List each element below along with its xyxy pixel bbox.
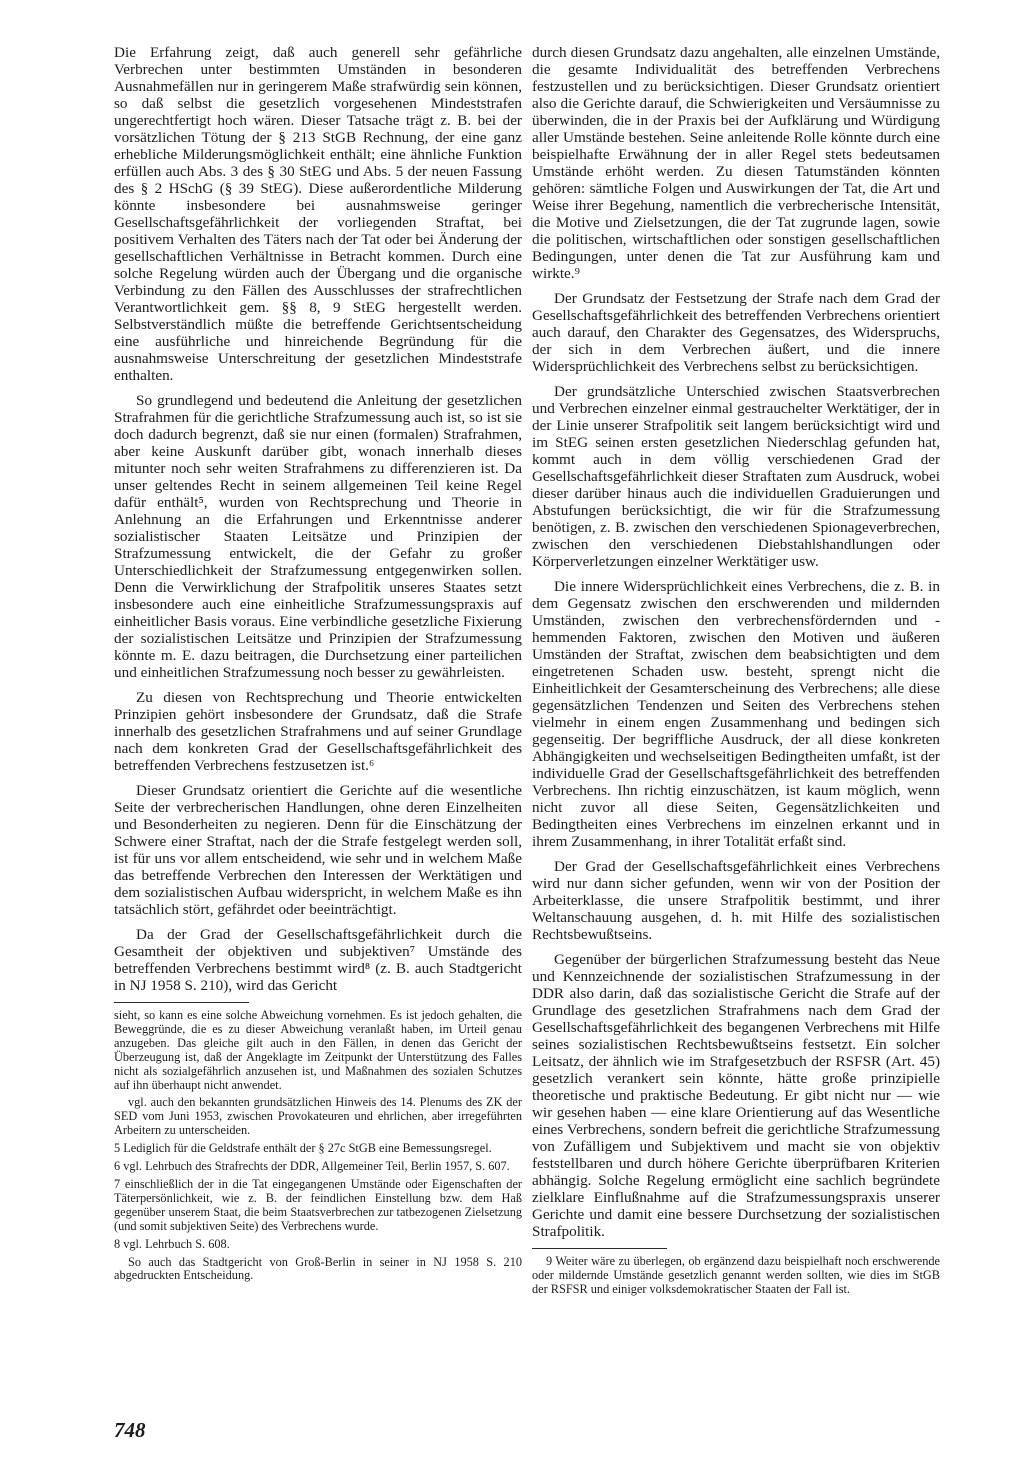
- paragraph: Der Grundsatz der Festsetzung der Strafe nach dem Grad der Gesellschaftsgefährlichkeit des betreffenden Verbrechens orientiert auch darauf, den Charakter des Gegensatzes, des Widerspruchs, der sich in dem Verbrechen äußert, und die innere Widersprüchlichkeit des Verbrechens selbst zu berücksichtigen.: [532, 290, 940, 375]
- paragraph: Die innere Widersprüchlichkeit eines Verbrechens, die z. B. in dem Gegensatz zwischen den erschwerenden und mildernden Umständen, zwischen den verbrechensfördernden und -hemmenden Faktoren, zwischen den Motiven und äußeren Umständen der Straftat, zwischen dem beabsichtigten und dem eingetretenen Schaden usw. besteht, sprengt nicht die Einheitlichkeit der Gesamterscheinung des Verbrechens; alle diese gegensätzlichen Tendenzen und Seiten des Verbrechens stehen vielmehr in einem engen Zusammenhang und bedingen sich gegenseitig. Der begriffliche Ausdruck, der all diese konkreten Abhängigkeiten und wechselseitigen Bedingtheiten umfaßt, ist der individuelle Grad der Gesellschaftsgefährlichkeit des betreffenden Verbrechens. Ihn richtig einzuschätzen, ist kaum möglich, wenn nicht zuvor all diese Seiten, Gegensätzlichkeiten und Bedingtheiten eines Verbrechens im einzelnen erkannt und in ihrem Zusammenhang, in ihrer Totalität erfaßt sind.: [532, 578, 940, 850]
- paragraph: Gegenüber der bürgerlichen Strafzumessung besteht das Neue und Kennzeichnende der sozialistischen Strafzumessung in der DDR also darin, daß das sozialistische Gericht die Strafe auf der Grundlage des gesetzlichen Strafrahmens nach dem Grad der Gesellschaftsgefährlichkeit des begangenen Verbrechens mit Hilfe seines sozialistischen Rechtsbewußtseins festsetzt. Ein solcher Leitsatz, der ähnlich wie im Strafgesetzbuch der RSFSR (Art. 45) gesetzlich verankert sein könnte, hätte große prinzipielle theoretische und praktische Bedeutung. Er gibt nicht nur — wie wir gesehen haben — eine klare Orientierung auf das Wesentliche eines Verbrechens, sondern befreit die gerichtliche Strafzumessung von Zufälligem und Subjektivem und macht sie von objektiv feststellbaren und durch höhere Gerichte überprüfbaren Kriterien abhängig. Solche Regelung ermöglicht eine sachlich begründete zielklare Einflußnahme auf die Strafzumessungspraxis unserer Gerichte und damit eine bessere Durchsetzung der sozialistischen Strafpolitik.: [532, 951, 940, 1240]
- paragraph: Der Grad der Gesellschaftsgefährlichkeit eines Verbrechens wird nur dann sicher gefunden, wenn wir von der Position der Arbeiterklasse, die unsere Strafpolitik bestimmt, und ihrer Weltanschauung ausgehen, d. h. mit Hilfe des sozialistischen Rechtsbewußtseins.: [532, 858, 940, 943]
- paragraph: Der grundsätzliche Unterschied zwischen Staatsverbrechen und Verbrechen einzelner einmal gestrauchelter Werktätiger, der in der Linie unserer Strafpolitik seit langem berücksichtigt wird und im StEG seinen ersten gesetzlichen Niederschlag gefunden hat, kommt auch in dem völlig verschiedenen Grad der Gesellschaftsgefährlichkeit dieser Straftaten zum Ausdruck, wobei dieser darüber hinaus auch die individuellen Graduierungen und Abstufungen berücksichtigt, die wir für die Strafzumessung benötigen, z. B. zwischen den verschiedenen Spionageverbrechen, zwischen den verschiedenen Diebstahlshandlungen oder Körperverletzungen einzelner Werktätiger usw.: [532, 383, 940, 570]
- paragraph: Die Erfahrung zeigt, daß auch generell sehr gefährliche Verbrechen unter bestimmten Umständen in besonderen Ausnahmefällen nur in geringerem Maße strafwürdig sein können, so daß selbst die gesetzlich vorgesehenen Mindeststrafen ungerechtfertigt hoch wären. Dieser Tatsache trägt z. B. bei der vorsätzlichen Tötung der § 213 StGB Rechnung, der eine ganz erhebliche Milderungsmöglichkeit enthält; eine ähnliche Funktion erfüllen auch Abs. 3 des § 30 StEG und Abs. 5 der neuen Fassung des § 2 HSchG (§ 39 StEG). Diese außerordentliche Milderung könnte insbesondere bei ausnahmsweise geringer Gesellschaftsgefährlichkeit der vorliegenden Straftat, bei positivem Verhalten des Täters nach der Tat oder bei Änderung der gesellschaftlichen Verhältnisse in Betracht kommen. Durch eine solche Regelung würden auch der Übergang und die organische Verbindung zu den Fällen des Ausschlusses der strafrechtlichen Verantwortlichkeit gem. §§ 8, 9 StEG hergestellt werden. Selbstverständlich müßte die betreffende Gerichtsentscheidung eine ausführliche und hinreichende Begründung für die ausnahmsweise Unterschreitung der gesetzlichen Mindeststrafe enthalten.: [114, 44, 522, 384]
- page-number: 748: [114, 1418, 146, 1442]
- footnote: 8 vgl. Lehrbuch S. 608.: [114, 1236, 230, 1251]
- paragraph: Zu diesen von Rechtsprechung und Theorie entwickelten Prinzipien gehört insbesondere der Grundsatz, daß die Strafe innerhalb des gesetzlichen Strafrahmens und auf seiner Grundlage nach dem konkreten Grad der Gesellschaftsgefährlichkeit des betreffenden Verbrechens festzusetzen ist.⁶: [114, 689, 522, 774]
- footnote-divider: [532, 1248, 667, 1249]
- footnote: vgl. auch den bekannten grundsätzlichen Hinweis des 14. Plenums des ZK der SED vom Juni 1953, zwischen Provokateuren und ehrlichen, aber irregeführten Arbeitern zu unterscheiden.: [114, 1095, 522, 1138]
- paragraph: Da der Grad der Gesellschaftsgefährlichkeit durch die Gesamtheit der objektiven und subjektiven⁷ Umstände des betreffenden Verbrechens bestimmt wird⁸ (z. B. auch Stadtgericht in NJ 1958 S. 210), wird das Gericht: [114, 926, 522, 994]
- paragraph: Dieser Grundsatz orientiert die Gerichte auf die wesentliche Seite der verbrecherischen Handlungen, ohne deren Einzelheiten und Besonderheiten zu negieren. Denn für die Einschätzung der Schwere einer Straftat, nach der die Strafe festgelegt werden soll, ist für uns vor allem entscheidend, wie sehr und in welchem Maße das betreffende Verbrechen den Interessen der Werktätigen und dem sozialistischen Aufbau widerspricht, in welchem Maße es ihn tatsächlich stört, gefährdet oder beeinträchtigt.: [114, 782, 522, 918]
- left-column: [114, 44, 522, 1287]
- left-body-text: [114, 44, 522, 994]
- footnote: 9 Weiter wäre zu überlegen, ob ergänzend dazu beispielhaft noch erschwerende oder mildernde Umstände gesetzlich genannt werden sollten, wie dies im StGB der RSFSR und einiger volksdemokratischer Staaten der Fall ist.: [532, 1254, 940, 1296]
- footnote-divider: [114, 1002, 249, 1003]
- footnote: 5 Lediglich für die Geldstrafe enthält der § 27c StGB eine Bemessungsregel.: [114, 1141, 492, 1156]
- paragraph: durch diesen Grundsatz dazu angehalten, alle einzelnen Umstände, die gesamte Individualität des betreffenden Verbrechens festzustellen und zu berücksichtigen. Dieser Grundsatz orientiert also die Gerichte darauf, die Schwierigkeiten und Versäumnisse zu überwinden, die in der Praxis bei der Aufklärung und Würdigung aller Umstände bestehen. Seine anleitende Rolle könnte durch eine beispielhafte Erwähnung der in aller Regel stets bedeutsamen Umstände erhöht werden. Zu diesen Tatumständen könnten gehören: sämtliche Folgen und Auswirkungen der Tat, die Art und Weise ihrer Begehung, namentlich die verbrecherische Intensität, die Motive und Zielsetzungen, die der Tat zugrunde lagen, sowie die politischen, wirtschaftlichen oder sonstigen gesellschaftlichen Bedingungen, unter denen die Tat zur Ausführung kam und wirkte.⁹: [532, 44, 940, 282]
- footnote: sieht, so kann es eine solche Abweichung vornehmen. Es ist jedoch gehalten, die Beweggründe, die es zu dieser Abweichung veranlaßt haben, im Urteil genau anzugeben. Das gleiche gilt auch in den Fällen, in denen das Gericht der Überzeugung ist, daß der Angeklagte im Zeitpunkt der Unterstützung des Falles nicht als sozialgefährlich anzusehen ist, und Maßnahmen des sozialen Schutzes auf ihn überhaupt nicht anwendet.: [114, 1008, 522, 1092]
- paragraph: So grundlegend und bedeutend die Anleitung der gesetzlichen Strafrahmen für die gerichtliche Strafzumessung auch ist, so ist sie doch dadurch begrenzt, daß sie nur einen (formalen) Strafrahmen, aber keine Auskunft darüber gibt, wonach innerhalb dieses mitunter noch sehr weiten Strafrahmens zu differenzieren ist. Da unser geltendes Recht in seinem allgemeinen Teil keine Regel dafür enthält⁵, wurden von Rechtsprechung und Theorie in Anlehnung an die Erfahrungen und Erkenntnisse anderer sozialistischer Staaten Leitsätze und Prinzipien der Strafzumessung entwickelt, die der Gefahr zu großer Unterschiedlichkeit der Strafzumessung entgegenwirken sollen. Denn die Verwirklichung der Strafpolitik unseres Staates setzt insbesondere auch eine einheitliche Strafzumessungspraxis auf einheitlicher Basis voraus. Eine verbindliche gesetzliche Fixierung der sozialistischen Leitsätze und Prinzipien der Strafzumessung könnte m. E. dazu beitragen, die Durchsetzung einer parteilichen und einheitlichen Strafzumessung noch besser zu gewährleisten.: [114, 392, 522, 681]
- left-footnotes: [114, 1009, 522, 1283]
- footnote: 6 vgl. Lehrbuch des Strafrechts der DDR, Allgemeiner Teil, Berlin 1957, S. 607.: [114, 1159, 510, 1174]
- right-column: [532, 44, 940, 1301]
- right-footnotes: [532, 1255, 940, 1297]
- footnote: 7 einschließlich der in die Tat eingegangenen Umstände oder Eigenschaften der Täterpersönlichkeit, wie z. B. der feindlichen Einstellung bzw. dem Haß gegenüber unserem Staat, die beim Staatsverbrechen zur tatbezogenen Zielsetzung (und somit subjektiven Seite) des Verbrechens wurde.: [114, 1176, 522, 1233]
- footnote: So auch das Stadtgericht von Groß-Berlin in seiner in NJ 1958 S. 210 abgedruckten Entscheidung.: [114, 1254, 522, 1283]
- right-body-text: [532, 44, 940, 1240]
